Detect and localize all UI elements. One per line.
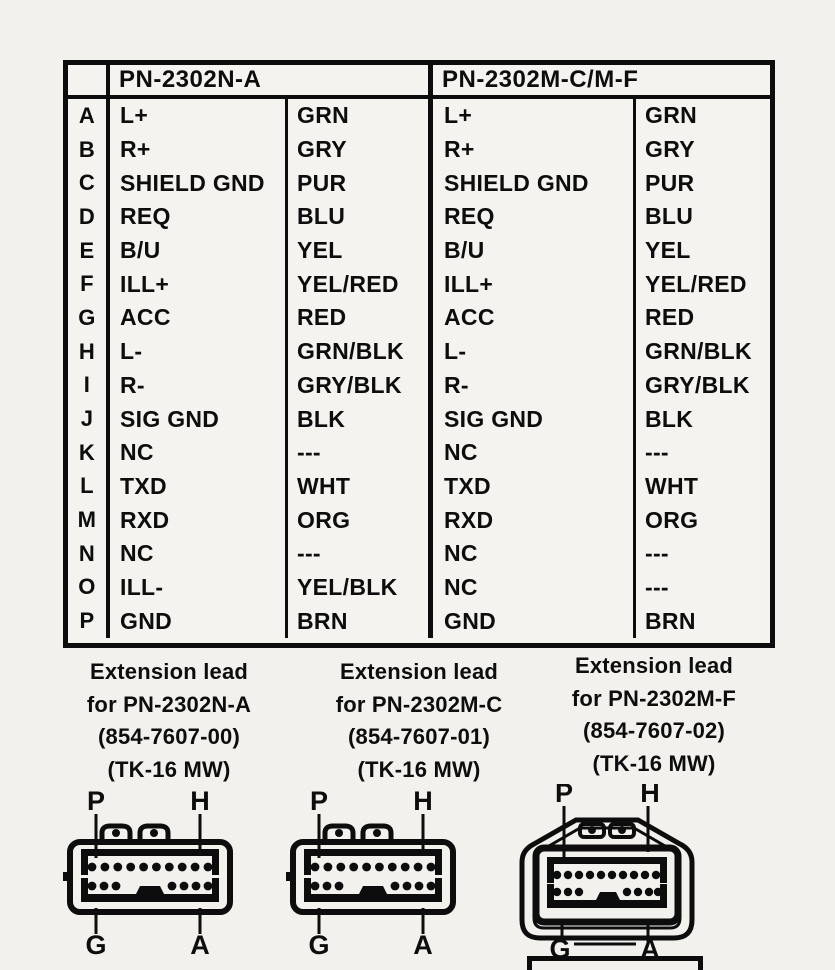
table-row: [68, 537, 770, 571]
pin-label-h: H: [190, 790, 210, 816]
mcf-signal: TXD: [433, 470, 636, 504]
caption-line: (TK-16 MW): [592, 750, 716, 776]
pin-label-g: G: [85, 930, 107, 960]
na-signal: L-: [110, 335, 288, 369]
na-signal: R-: [110, 369, 288, 403]
leader-lines: [319, 814, 423, 934]
mcf-signal: SIG GND: [433, 402, 636, 436]
caption-line: for PN-2302M-F: [571, 685, 737, 711]
mcf-color: BLU: [645, 203, 694, 230]
pin-letter: G: [68, 301, 110, 335]
table-row: [68, 234, 770, 268]
caption-line: (854-7607-00): [97, 724, 241, 749]
mcf-color: GRY: [645, 136, 695, 163]
caption-line: Extension lead: [574, 653, 734, 678]
mcf-signal: R-: [433, 369, 636, 403]
na-signal: R+: [110, 133, 288, 167]
table-header-row: [68, 65, 770, 99]
na-signal: SHIELD GND: [110, 166, 288, 200]
na-signal: NC: [110, 436, 288, 470]
na-color: BLU: [288, 200, 433, 234]
table-row: [68, 470, 770, 504]
mcf-color: ---: [645, 439, 669, 466]
na-color: WHT: [288, 470, 433, 504]
na-color: YEL: [288, 234, 433, 268]
na-signal: REQ: [110, 200, 288, 234]
pin-letter: L: [68, 470, 110, 504]
pin-letter: A: [68, 99, 110, 133]
na-color: ---: [288, 537, 433, 571]
mcf-color: BLK: [645, 405, 694, 432]
mcf-signal: L-: [433, 335, 636, 369]
mcf-signal: SHIELD GND: [433, 166, 636, 200]
column-header-pn2302n-a: PN-2302N-A: [110, 65, 433, 95]
pin-letter: F: [68, 267, 110, 301]
pin-letter: I: [68, 369, 110, 403]
caption-line: Extension lead: [339, 659, 499, 684]
mcf-signal: NC: [433, 537, 636, 571]
pin-label-a: A: [640, 934, 660, 964]
pin-label-p: P: [309, 790, 329, 816]
mcf-color: WHT: [645, 472, 699, 499]
na-signal: NC: [110, 537, 288, 571]
pin-column-header: [68, 65, 110, 95]
pin-label-a: A: [190, 930, 210, 960]
mcf-color: ORG: [645, 506, 699, 533]
na-color: YEL/RED: [288, 267, 433, 301]
mcf-signal: R+: [433, 133, 636, 167]
caption-line: (TK-16 MW): [357, 756, 481, 782]
mcf-signal: NC: [433, 436, 636, 470]
mcf-color: YEL: [645, 237, 691, 264]
na-color: PUR: [288, 166, 433, 200]
table-row: [68, 200, 770, 234]
table-row: [68, 436, 770, 470]
leader-lines: [96, 814, 200, 934]
na-color: GRY: [288, 133, 433, 167]
mcf-signal: NC: [433, 571, 636, 605]
pin-label-h: H: [640, 784, 660, 808]
mcf-color: RED: [645, 304, 695, 331]
connector-diagram-mf: [500, 784, 714, 966]
na-signal: RXD: [110, 503, 288, 537]
na-signal: B/U: [110, 234, 288, 268]
extension-lead-caption-mc: [290, 656, 548, 786]
pin-label-p: P: [86, 790, 106, 816]
na-color: GRY/BLK: [288, 369, 433, 403]
pin-letter: N: [68, 537, 110, 571]
caption-line: (TK-16 MW): [107, 756, 231, 782]
pin-letter: P: [68, 604, 110, 638]
na-signal: ILL-: [110, 571, 288, 605]
table-row: [68, 571, 770, 605]
pin-letter: B: [68, 133, 110, 167]
extension-lead-caption-na: [38, 656, 300, 786]
na-signal: L+: [110, 99, 288, 133]
caption-line: (854-7607-01): [347, 724, 491, 749]
pin-letter: M: [68, 503, 110, 537]
mcf-color: PUR: [645, 169, 695, 196]
mcf-signal: REQ: [433, 200, 636, 234]
caption-line: for PN-2302M-C: [335, 691, 503, 717]
table-row: [68, 166, 770, 200]
partial-cutoff-box: [527, 956, 703, 970]
table-row: [68, 402, 770, 436]
mcf-color: YEL/RED: [645, 270, 747, 297]
na-color: ORG: [288, 503, 433, 537]
na-color: GRN: [288, 99, 433, 133]
mcf-color: ---: [645, 573, 669, 600]
na-color: YEL/BLK: [288, 571, 433, 605]
table-row: [68, 133, 770, 167]
pin-letter: J: [68, 402, 110, 436]
pin-letter: E: [68, 234, 110, 268]
na-color: RED: [288, 301, 433, 335]
na-signal: SIG GND: [110, 402, 288, 436]
mcf-color: GRN/BLK: [645, 338, 752, 365]
pin-letter: D: [68, 200, 110, 234]
na-signal: ACC: [110, 301, 288, 335]
pin-label-g: G: [308, 930, 330, 960]
table-row: [68, 99, 770, 133]
mcf-color: ---: [645, 540, 669, 567]
caption-line: for PN-2302N-A: [86, 691, 252, 717]
table-row: [68, 503, 770, 537]
na-color: BLK: [288, 402, 433, 436]
pin-letter: O: [68, 571, 110, 605]
na-color: GRN/BLK: [288, 335, 433, 369]
table-row: [68, 267, 770, 301]
column-header-pn2302m-c-m-f: PN-2302M-C/M-F: [442, 66, 639, 93]
table-row: [68, 604, 770, 638]
table-row: [68, 369, 770, 403]
mcf-color: BRN: [645, 607, 696, 634]
na-color: BRN: [288, 604, 433, 638]
mcf-signal: GND: [433, 604, 636, 638]
pinout-table-body: [68, 99, 770, 638]
na-signal: TXD: [110, 470, 288, 504]
pin-label-h: H: [413, 790, 433, 816]
pin-letter: H: [68, 335, 110, 369]
caption-line: (854-7607-02): [582, 718, 726, 743]
mcf-signal: RXD: [433, 503, 636, 537]
na-signal: ILL+: [110, 267, 288, 301]
mcf-signal: ACC: [433, 301, 636, 335]
table-row: [68, 335, 770, 369]
pin-label-a: A: [413, 930, 433, 960]
caption-line: Extension lead: [89, 659, 249, 684]
pin-letter: K: [68, 436, 110, 470]
mcf-color: GRN: [645, 102, 698, 129]
extension-lead-caption-mf: [518, 650, 790, 780]
na-signal: GND: [110, 604, 288, 638]
pin-label-g: G: [549, 934, 571, 964]
pin-label-p: P: [554, 784, 574, 808]
connector-diagram-na: [60, 790, 250, 960]
pinout-table: [63, 60, 775, 648]
mcf-signal: B/U: [433, 234, 636, 268]
mcf-signal: L+: [433, 99, 636, 133]
pin-letter: C: [68, 166, 110, 200]
connector-diagram-mc: [283, 790, 473, 960]
table-row: [68, 301, 770, 335]
mcf-signal: ILL+: [433, 267, 636, 301]
na-color: ---: [288, 436, 433, 470]
mcf-color: GRY/BLK: [645, 371, 750, 398]
